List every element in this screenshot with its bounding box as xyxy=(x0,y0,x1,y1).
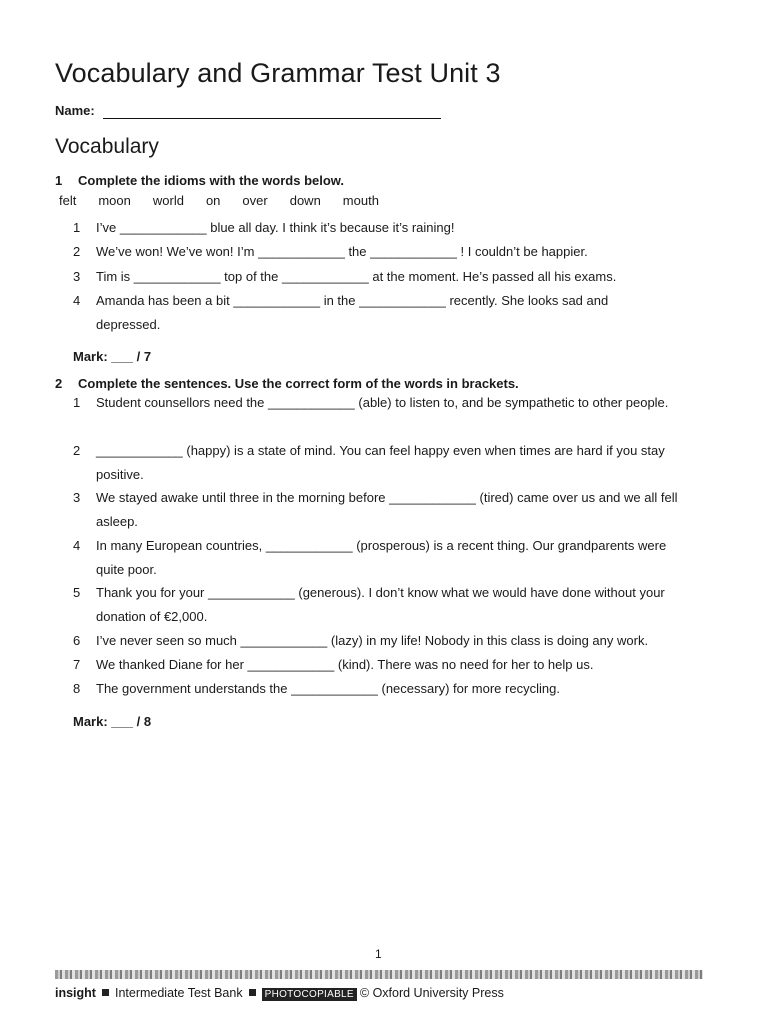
exercise-2-mark: Mark: ___ / 8 xyxy=(73,714,152,729)
page-number: 1 xyxy=(375,947,382,961)
item-number: 4 xyxy=(73,538,81,553)
exercise-1-item xyxy=(73,289,663,336)
word-bank-item: moon xyxy=(98,193,131,208)
item-text: Amanda has been a bit ____________ in the ____________ recently. She looks sad and depressed. xyxy=(96,293,609,332)
item-text: We thanked Diane for her ____________ (kind). There was no need for her to help us. xyxy=(96,657,594,672)
exercise-2-item xyxy=(73,677,703,701)
exercise-2-item xyxy=(73,653,703,677)
item-text: Thank you for your ____________ (generous). I don’t know what we would have done without your donation of €2,000. xyxy=(96,585,665,624)
word-bank-item: world xyxy=(152,193,184,208)
exercise-2-item xyxy=(73,629,703,653)
item-text: I’ve ____________ blue all day. I think it’s because it’s raining! xyxy=(96,220,455,235)
item-number: 2 xyxy=(73,443,81,458)
item-number: 3 xyxy=(73,269,81,284)
exercise-1-item xyxy=(73,240,703,264)
item-text: Student counsellors need the ____________ (able) to listen to, and be sympathetic to other people. xyxy=(96,395,669,410)
exercise-2-instruction: Complete the sentences. Use the correct form of the words in brackets. xyxy=(78,376,519,391)
item-text: I’ve never seen so much ____________ (lazy) in my life! Nobody in this class is doing any work. xyxy=(96,633,649,648)
exercise-1-instruction: Complete the idioms with the words below. xyxy=(78,173,345,188)
page-title: Vocabulary and Grammar Test Unit 3 xyxy=(55,58,501,88)
item-text: We stayed awake until three in the morning before ____________ (tired) came over us and we all fell asleep. xyxy=(96,490,678,529)
footer-publisher: © Oxford University Press xyxy=(359,986,504,1000)
name-label: Name: xyxy=(55,103,95,118)
square-bullet-icon xyxy=(249,989,256,996)
name-field-line xyxy=(103,118,441,119)
footer-series: Intermediate Test Bank xyxy=(114,986,243,1000)
exercise-2-number: 2 xyxy=(55,376,63,391)
footer xyxy=(55,986,504,1000)
word-bank-item: down xyxy=(289,193,321,208)
item-text: Tim is ____________ top of the ____________ at the moment. He’s passed all his exams. xyxy=(96,269,617,284)
exercise-2-item xyxy=(73,486,695,533)
item-text: We’ve won! We’ve won! I’m ____________ the ____________ ! I couldn’t be happier. xyxy=(96,244,588,259)
exercise-2-item xyxy=(73,391,677,415)
item-number: 2 xyxy=(73,244,81,259)
photocopiable-badge: PHOTOCOPIABLE xyxy=(262,988,357,1001)
exercise-1-heading xyxy=(55,173,344,188)
item-number: 3 xyxy=(73,490,81,505)
exercise-1-mark: Mark: ___ / 7 xyxy=(73,349,152,364)
exercise-1-item xyxy=(73,216,703,240)
item-text: In many European countries, ____________ (prosperous) is a recent thing. Our grandparents were quite poor. xyxy=(96,538,667,577)
section-title: Vocabulary xyxy=(55,135,159,158)
exercise-1-number: 1 xyxy=(55,173,63,188)
item-number: 5 xyxy=(73,585,81,600)
item-number: 6 xyxy=(73,633,81,648)
exercise-2-heading xyxy=(55,376,519,391)
word-bank-item: felt xyxy=(59,193,77,208)
exercise-1-item xyxy=(73,265,703,289)
square-bullet-icon xyxy=(102,989,109,996)
item-text: ____________ (happy) is a state of mind. You can feel happy even when times are hard if you stay positive. xyxy=(96,443,665,482)
item-number: 7 xyxy=(73,657,81,672)
item-number: 8 xyxy=(73,681,81,696)
item-number: 1 xyxy=(73,220,81,235)
item-text: The government understands the ____________ (necessary) for more recycling. xyxy=(96,681,560,696)
word-bank-item: on xyxy=(205,193,221,208)
word-bank xyxy=(59,193,401,208)
exercise-2-item xyxy=(73,581,695,628)
footer-brand: insight xyxy=(55,986,96,1000)
word-bank-item: over xyxy=(242,193,268,208)
footer-decorative-band xyxy=(55,970,703,979)
exercise-2-item xyxy=(73,439,695,486)
item-number: 1 xyxy=(73,395,81,410)
word-bank-item: mouth xyxy=(342,193,379,208)
item-number: 4 xyxy=(73,293,81,308)
exercise-2-item xyxy=(73,534,695,581)
